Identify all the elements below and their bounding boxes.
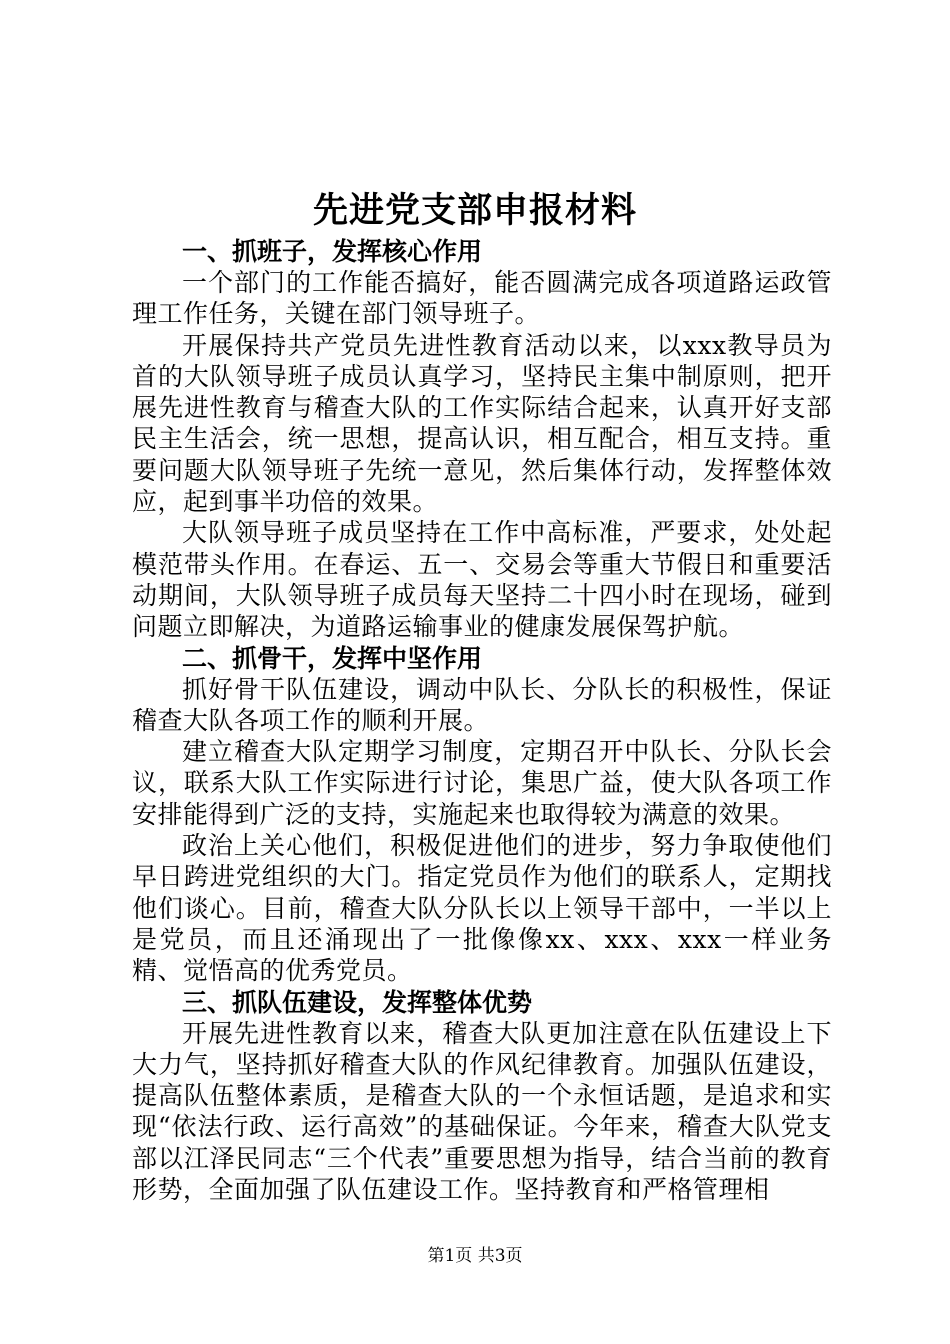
paragraph: 抓好骨干队伍建设，调动中队长、分队长的积极性，保证稽查大队各项工作的顺利开展。 [132,674,832,735]
section-heading-1: 一、抓班子，发挥核心作用 [182,237,483,266]
document-body [132,236,832,1205]
paragraph: 大队领导班子成员坚持在工作中高标准，严要求，处处起模范带头作用。在春运、五一、交易会等重大节假日和重要活动期间，大队领导班子成员每天坚持二十四小时在现场，碰到问题立即解决，为道路运输事业的健康发展保驾护航。 [132,518,832,642]
paragraph: 建立稽查大队定期学习制度，定期召开中队长、分队长会议，联系大队工作实际进行讨论，集思广益，使大队各项工作安排能得到广泛的支持，实施起来也取得较为满意的效果。 [132,737,832,829]
paragraph: 一个部门的工作能否搞好，能否圆满完成各项道路运政管理工作任务，关键在部门领导班子。 [132,268,832,329]
section-heading-3: 三、抓队伍建设，发挥整体优势 [182,987,533,1017]
page-number-footer: 第1页 共3页 [427,1246,523,1266]
paragraph: 政治上关心他们，积极促进他们的进步，努力争取使他们早日跨进党组织的大门。指定党员作为他们的联系人，定期找他们谈心。目前，稽查大队分队长以上领导干部中，一半以上是党员，而且还涌现出了一批像像xx、xxx、xxx一样业务精、觉悟高的优秀党员。 [132,831,832,986]
paragraph: 开展保持共产党员先进性教育活动以来，以xxx教导员为首的大队领导班子成员认真学习，坚持民主集中制原则，把开展先进性教育与稽查大队的工作实际结合起来，认真开好支部民主生活会，统一思想，提高认识，相互配合，相互支持。重要问题大队领导班子先统一意见，然后集体行动，发挥整体效应，起到事半功倍的效果。 [132,330,832,517]
document-title: 先进党支部申报材料 [312,190,637,231]
paragraph: 开展先进性教育以来，稽查大队更加注意在队伍建设上下大力气，坚持抓好稽查大队的作风纪律教育。加强队伍建设，提高队伍整体素质，是稽查大队的一个永恒话题，是追求和实现“依法行政、运行高效”的基础保证。今年来，稽查大队党支部以江泽民同志“三个代表”重要思想为指导，结合当前的教育形势，全面加强了队伍建设工作。坚持教育和严格管理相 [132,1018,832,1205]
section-heading-2: 二、抓骨干，发挥中坚作用 [182,643,483,673]
